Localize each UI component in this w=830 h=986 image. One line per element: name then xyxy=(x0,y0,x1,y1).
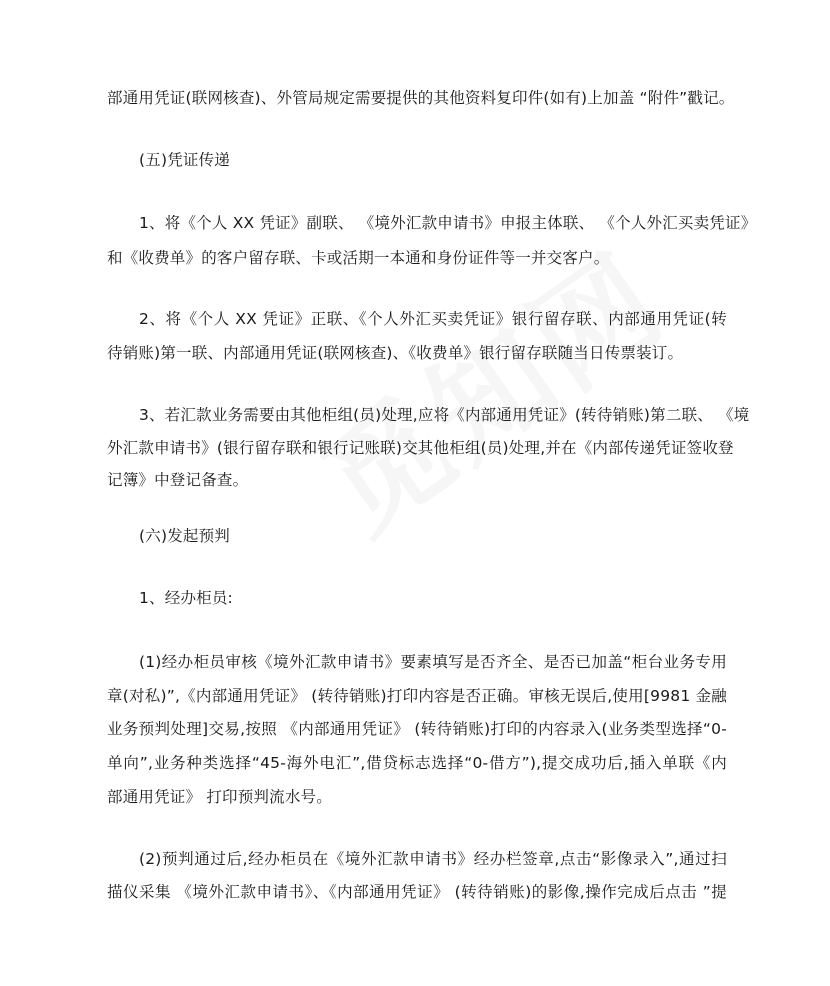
paragraph-line: 部通用凭证》 打印预判流水号。 xyxy=(107,788,332,806)
paragraph-line: 和《收费单》的客户留存联、卡或活期一本通和身份证件等一并交客户。 xyxy=(107,249,610,267)
paragraph-line: 记簿》中登记备查。 xyxy=(107,471,249,489)
section-heading: (五)凭证传递 xyxy=(139,151,230,169)
paragraph-line: 外汇款申请书》(银行留存联和银行记账联)交其他柜组(员)处理,并在《内部传递凭证签收登 xyxy=(107,439,734,457)
paragraph-line: 3、若汇款业务需要由其他柜组(员)处理,应将《内部通用凭证》(转待销账)第二联、 《境 xyxy=(139,406,750,424)
paragraph-line: (2)预判通过后,经办柜员在《境外汇款申请书》经办栏签章,点击“影像录入”,通过扫 xyxy=(139,850,727,868)
paragraph-line: 2、将《个人 XX 凭证》正联、《个人外汇买卖凭证》银行留存联、内部通用凭证(转 xyxy=(139,310,727,328)
paragraph-line: 章(对私)”,《内部通用凭证》 (转待销账)打印内容是否正确。审核无误后,使用[9981 金融 xyxy=(107,687,727,705)
paragraph-line: 单向”,业务种类选择“45-海外电汇”,借贷标志选择“0-借方”),提交成功后,插入单联《内 xyxy=(107,754,727,772)
paragraph-line: 部通用凭证(联网核查)、外管局规定需要提供的其他资料复印件(如有)上加盖 “附件”戳记。 xyxy=(107,89,735,107)
paragraph-line: 1、经办柜员: xyxy=(139,589,233,607)
paragraph-line: (1)经办柜员审核《境外汇款申请书》要素填写是否齐全、是否已加盖“柜台业务专用 xyxy=(139,653,727,671)
paragraph-line: 待销账)第一联、内部通用凭证(联网核查)、《收费单》银行留存联随当日传票装订。 xyxy=(107,344,684,362)
paragraph-line: 1、将《个人 XX 凭证》副联、 《境外汇款申请书》申报主体联、 《个人外汇买卖凭证》 xyxy=(139,214,757,232)
paragraph-line: 业务预判处理]交易,按照 《内部通用凭证》 (转待销账)打印的内容录入(业务类型选择“0- xyxy=(107,720,727,738)
paragraph-line: 描仪采集 《境外汇款申请书》、《内部通用凭证》 (转待销账)的影像,操作完成后点击 ”提 xyxy=(107,883,727,901)
section-heading: (六)发起预判 xyxy=(139,527,230,545)
